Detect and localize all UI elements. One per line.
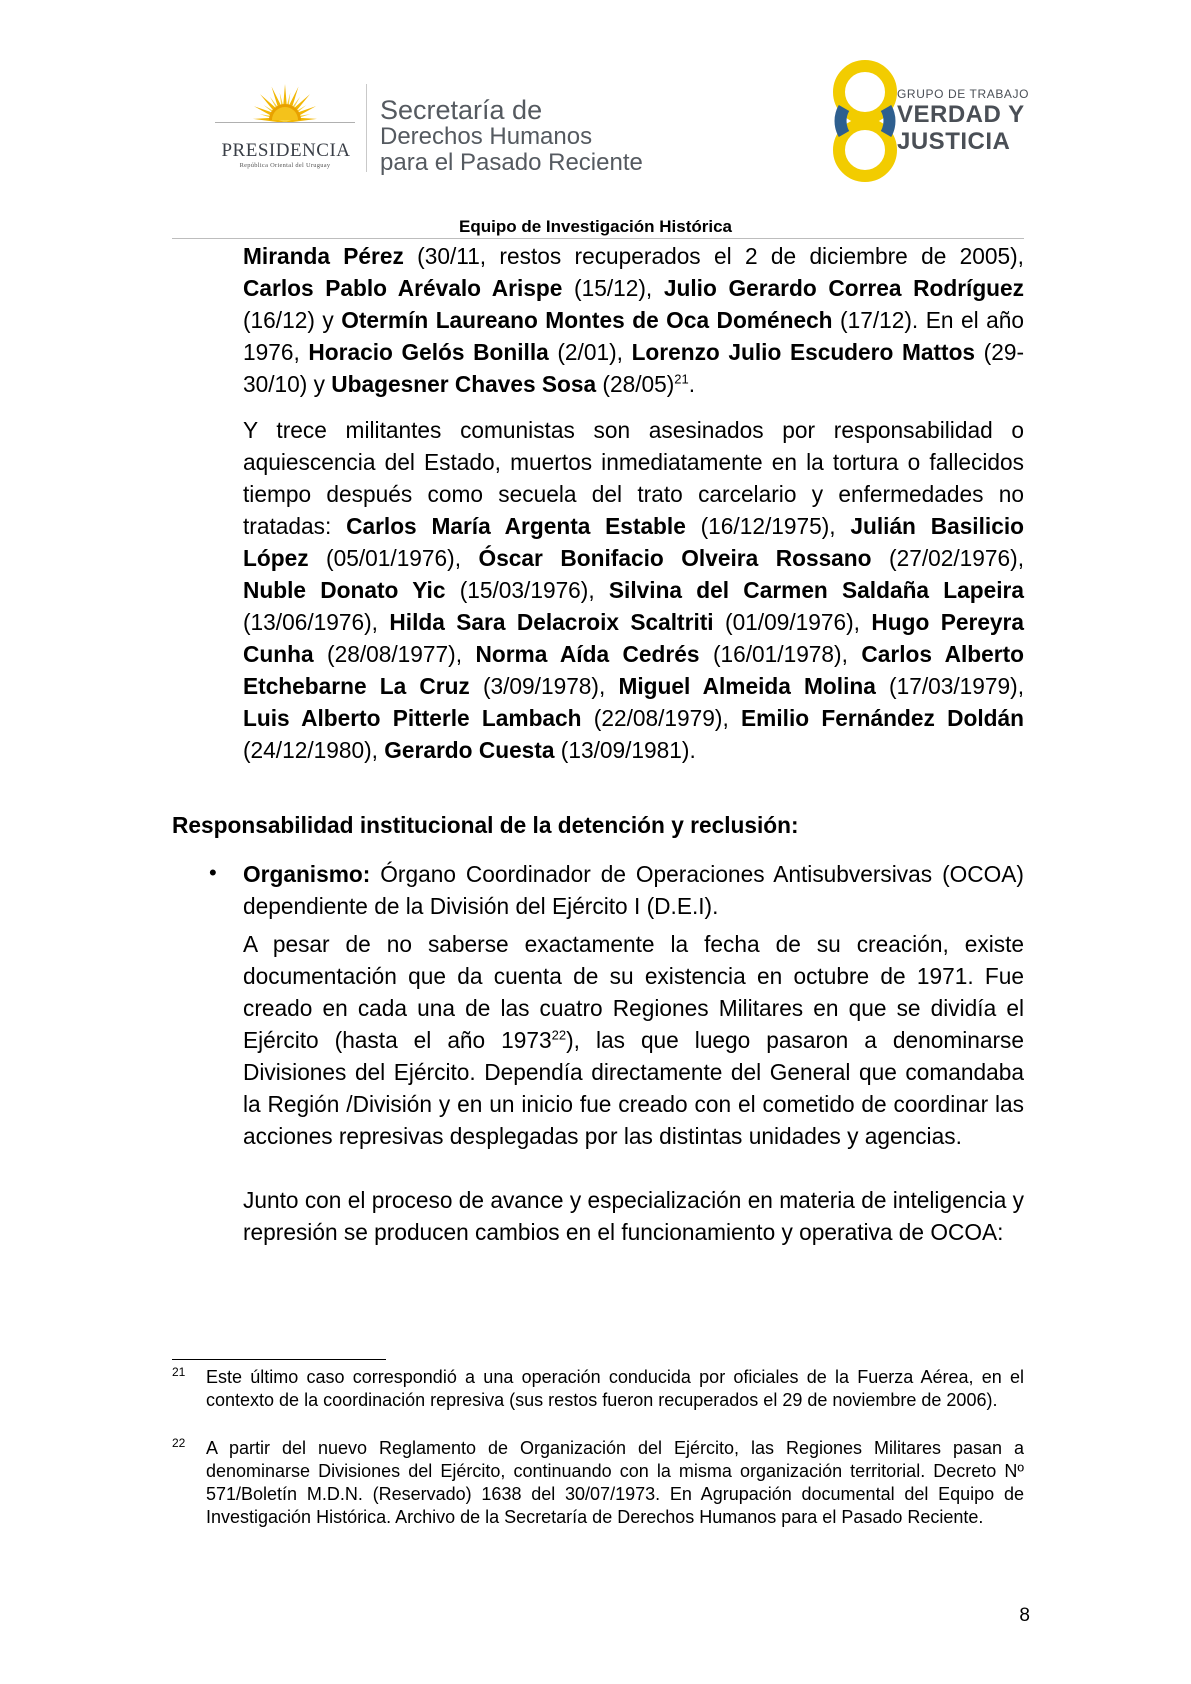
grupo-line-3: JUSTICIA [897,128,1011,155]
footnote-21: Este último caso correspondió a una operación conducida por oficiales de la Fuerza Aérea, en el contexto de la coordinación represiva (sus restos fueron recuperados el 29 de noviembre de 2006). [206,1367,1024,1410]
victim-name: Carlos María Argenta Estable [346,513,686,539]
text: ), las que luego pasaron a denominarse Divisiones del Ejército. Dependía directamente del General que comandaba la Región /División y en un inicio fue creado con el cometido de coordinar las acciones represivas desplegadas por las distintas unidades y agencias. [243,1027,1025,1149]
victim-name: Carlos Pablo Arévalo Arispe [243,275,563,301]
victim-name: Hilda Sara Delacroix Scaltriti [389,609,714,635]
victim-name: Luis Alberto Pitterle Lambach [243,705,582,731]
grupo-line-2: VERDAD Y [897,101,1025,128]
bullet-icon: • [209,860,217,885]
victim-name: Gerardo Cuesta [384,737,555,763]
victim-name: Emilio Fernández Doldán [741,705,1024,731]
presidencia-logo [205,82,363,172]
text: (15/03/1976), [445,577,609,603]
text: (13/06/1976), [243,609,390,635]
victim-name: Nuble Donato Yic [243,577,446,603]
victim-name: Miranda Pérez [243,243,404,269]
victim-name: Lorenzo Julio Escudero Mattos [631,339,976,365]
text: (16/01/1978), [699,641,862,667]
grupo-logo-text [897,88,1029,154]
text: Junto con el proceso de avance y especialización en materia de inteligencia y represión se producen cambios en el funcionamiento y operativa de OCOA: [243,1187,1024,1245]
secretaria-line-3: para el Pasado Reciente [380,148,643,176]
header-rule [172,238,1024,239]
text: A pesar de no saberse exactamente la fecha de su creación, existe documentación que da cuenta de su existencia en octubre de 1971. Fue creado en cada una de las cuatro Regiones Militares en que se dividía el Ejército (hasta el año 1973 [243,931,1024,1053]
text: (28/08/1977), [313,641,476,667]
text: Y trece militantes comunistas son asesinados por responsabilidad o aquiescencia del Estado, muertos inmediatamente en la tortura o fallecidos tiempo después como secuela del trato carcelario y enfermedades no tratadas: [243,417,1024,539]
victim-name: Miguel Almeida Molina [618,673,876,699]
victim-name: Ubagesner Chaves Sosa [331,371,597,397]
footnote-22: A partir del nuevo Reglamento de Organización del Ejército, las Regiones Militares pasan a denominarse Divisiones del Ejército, continuando con la misma organización territorial. Decreto Nº 571/Boletín M.D.N. (Reservado) 1638 del 30/07/1973. En Agrupación documental del Equipo de Investigación Histórica. Archivo de la Secretaría de Derechos Humanos para el Pasado Reciente. [206,1438,1024,1527]
victim-name: Hugo Pereyra Cunha [243,609,1024,667]
sun-icon [205,82,365,142]
text: (3/09/1978), [469,673,619,699]
presidencia-name: PRESIDENCIA [221,140,351,161]
victim-name: Carlos Alberto Etchebarne La Cruz [243,641,1024,699]
text: (16/12) y [243,307,342,333]
text: (27/02/1976), [871,545,1025,571]
header-divider [366,84,367,172]
text: (22/08/1979), [581,705,742,731]
text: (24/12/1980), [243,737,385,763]
victim-name: Otermín Laureano Montes de Oca Doménech [341,307,833,333]
presidencia-subtitle: República Oriental del Uruguay [239,162,331,169]
text: Órgano Coordinador de Operaciones Antisubversivas (OCOA) dependiente de la División del Ejército I (D.E.I). [243,861,1024,919]
text: (29-30/10) y [243,339,1025,397]
text: (05/01/1976), [308,545,479,571]
text: (13/09/1981). [554,737,696,763]
text: (28/05) [596,371,675,397]
text: (17/03/1979), [875,673,1024,699]
paragraph-communist-militants [243,414,1024,766]
footnote-ref-22[interactable]: 22 [551,1027,567,1043]
secretaria-line-1: Secretaría de [380,95,543,125]
paragraph-ocoa-creation [243,928,1024,1152]
text: (16/12/1975), [685,513,851,539]
secretaria-line-2: Derechos Humanos [380,123,593,151]
paragraph-victims-list [243,240,1024,400]
text: (30/11, restos recuperados el 2 de diciembre de 2005), [403,243,1024,269]
page-number: 8 [1019,1605,1030,1626]
organismo-label: Organismo: [243,861,371,887]
paragraph-ocoa-changes [243,1184,1024,1248]
paragraph-organismo [243,858,1024,922]
text: (15/12), [562,275,664,301]
grupo-line-1: GRUPO DE TRABAJO [897,87,1030,101]
secretaria-logo-text [380,96,643,175]
footnote-ref-21[interactable]: 21 [674,371,689,387]
team-title: Equipo de Investigación Histórica [459,217,732,236]
footnote-number-21: 21 [172,1365,186,1379]
text: (2/01), [548,339,632,365]
footnote-rule [172,1359,386,1360]
text: (01/09/1976), [713,609,872,635]
victim-name: Silvina del Carmen Saldaña Lapeira [608,577,1024,603]
section-heading: Responsabilidad institucional de la detención y reclusión: [172,812,799,838]
victim-name: Norma Aída Cedrés [475,641,700,667]
victim-name: Julio Gerardo Correa Rodríguez [663,275,1024,301]
text: (17/12). En el año 1976, [243,307,1024,365]
victim-name: Julián Basilicio López [243,513,1024,571]
footnote-number-22: 22 [172,1436,186,1450]
text: . [688,371,696,397]
victim-name: Horacio Gelós Bonilla [308,339,549,365]
victim-name: Óscar Bonifacio Olveira Rossano [478,545,872,571]
